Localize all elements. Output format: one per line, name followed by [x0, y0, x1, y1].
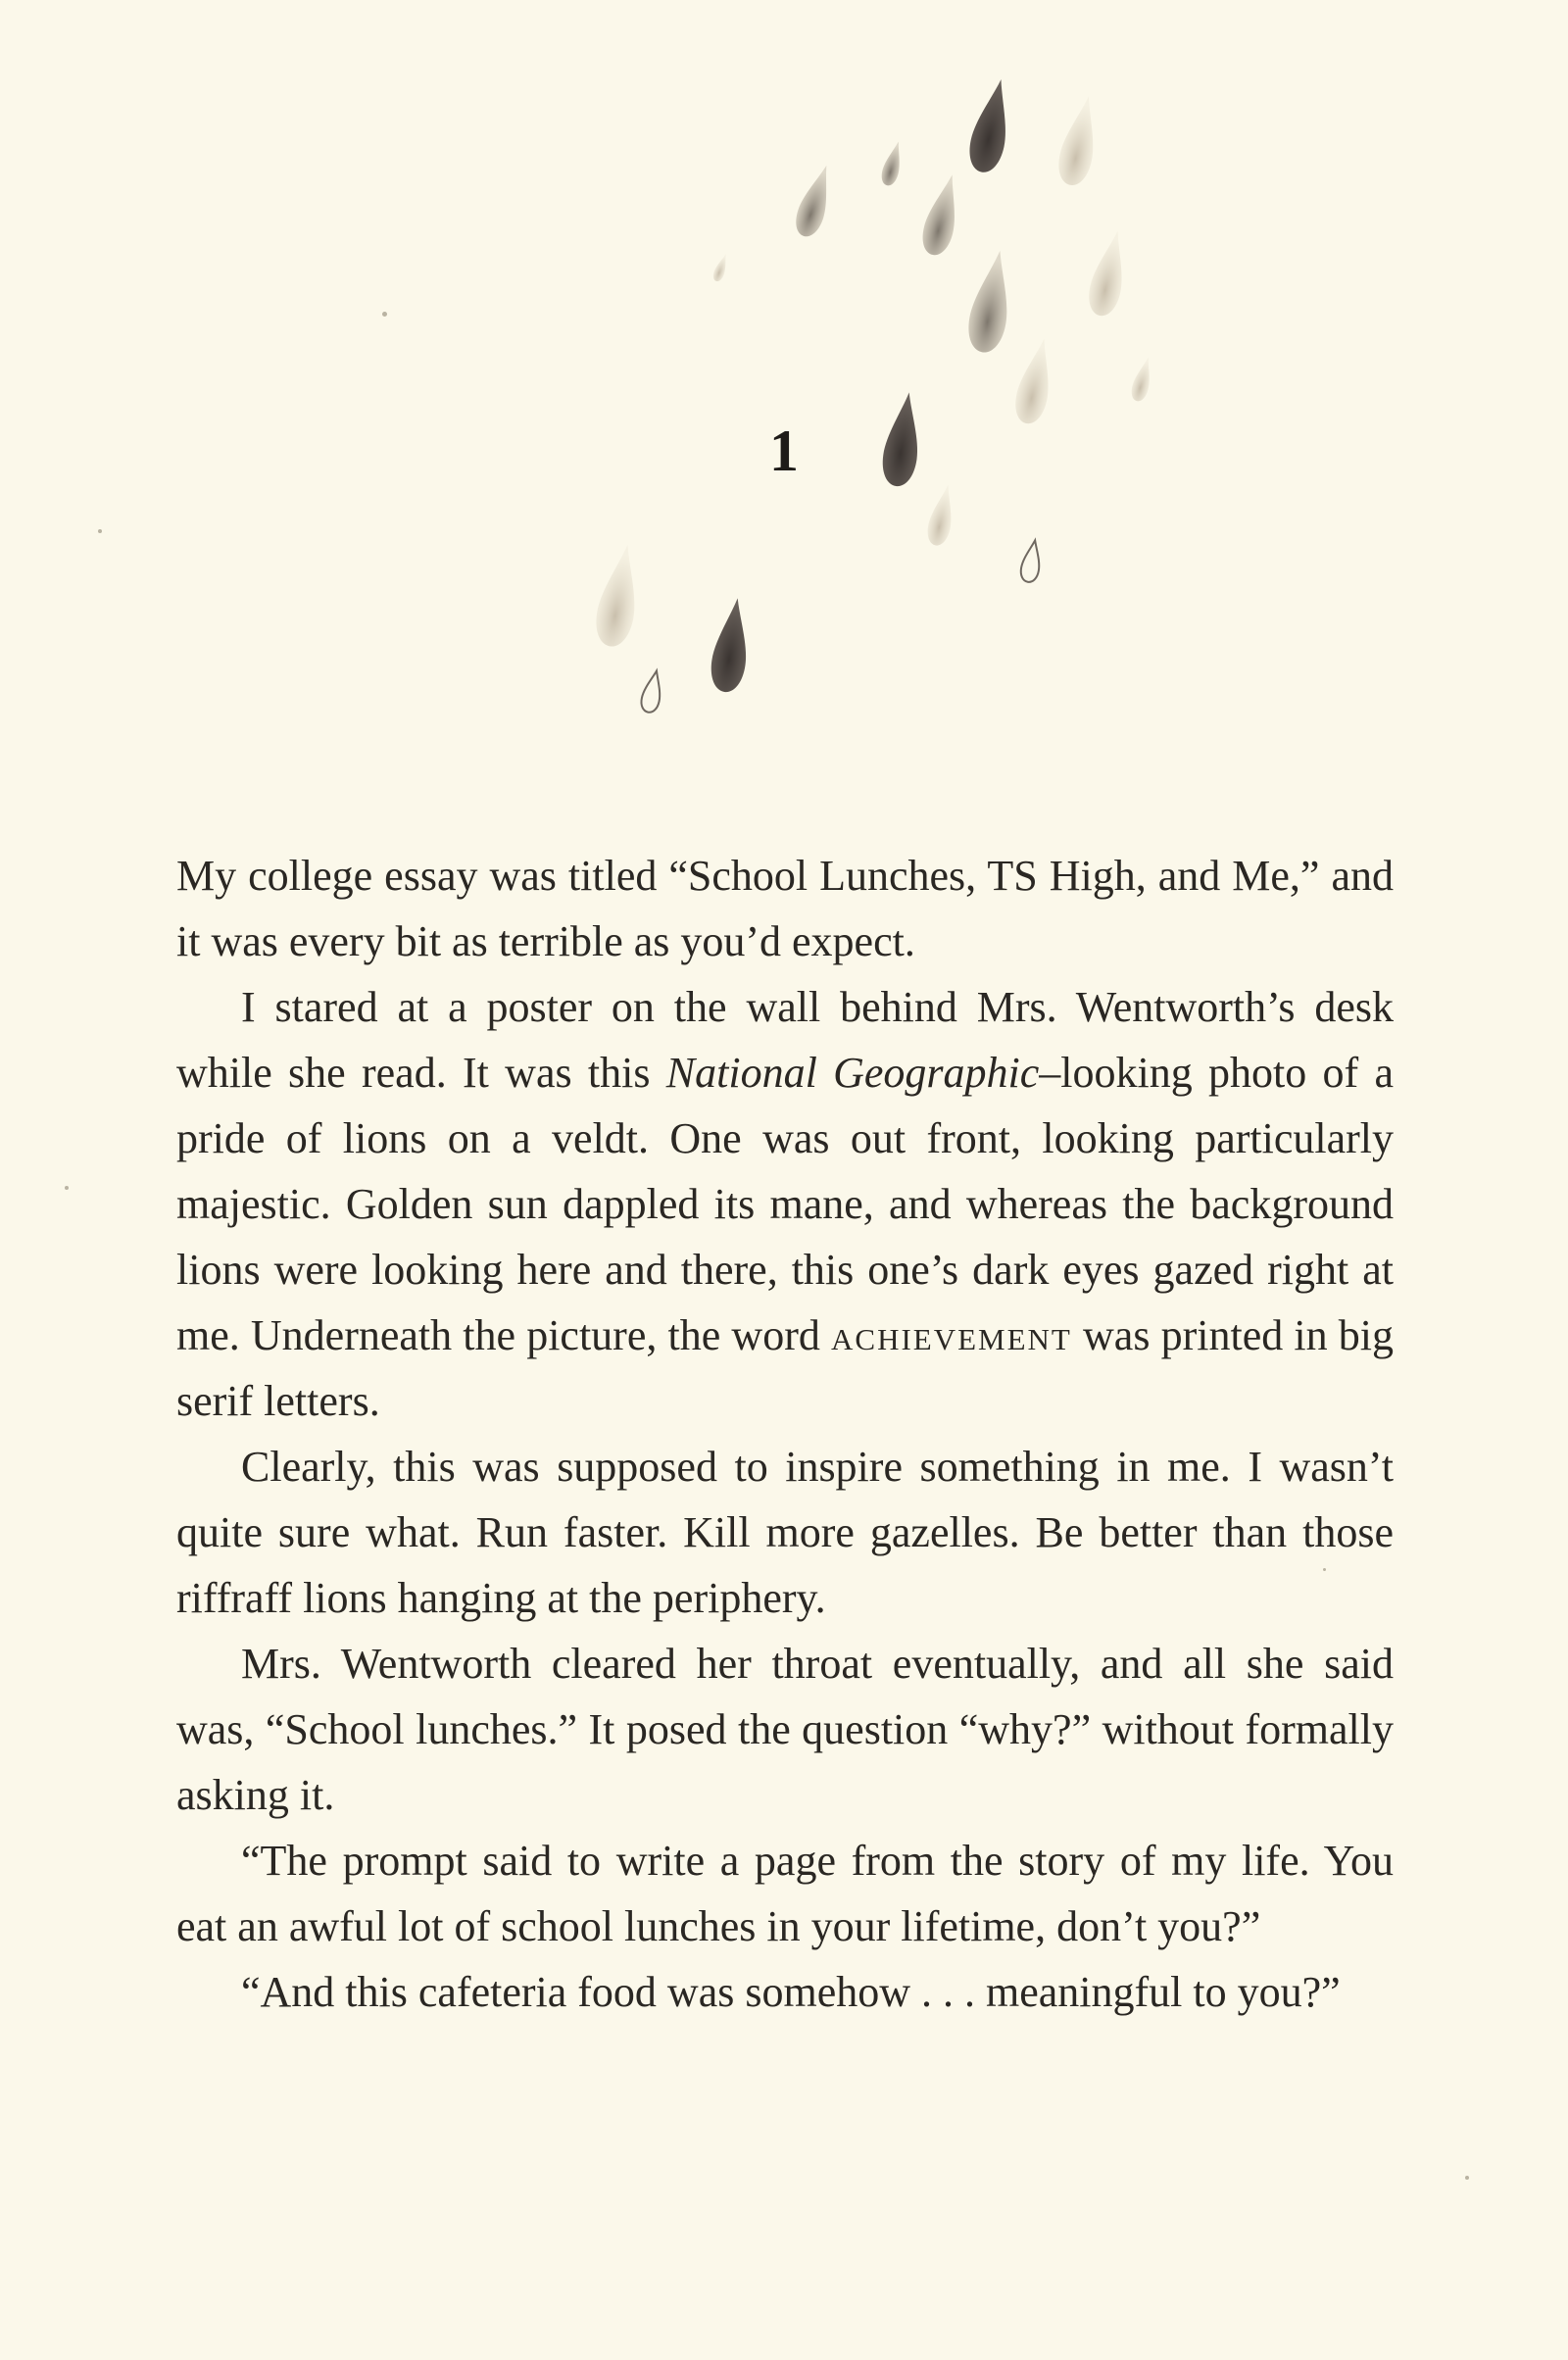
raindrop-shape [791, 162, 839, 240]
paragraph [176, 843, 1394, 974]
paragraph [176, 974, 1394, 1434]
paper-speck [98, 529, 102, 533]
raindrop-outline [1019, 539, 1044, 583]
raindrop-shape [1129, 355, 1156, 403]
paper-speck [1465, 2176, 1469, 2180]
raindrop-shape [964, 248, 1018, 356]
chapter-number: 1 [769, 418, 799, 483]
raindrop-outline [639, 669, 665, 714]
smallcaps-text: achievement [831, 1311, 1072, 1359]
raindrops-icon [0, 0, 1568, 784]
raindrop-shape [592, 542, 646, 650]
text-run: “And this cafeteria food was somehow . . . meaningful to you?” [241, 1968, 1341, 2016]
raindrop-shape [711, 252, 731, 282]
paragraph [176, 1631, 1394, 1828]
text-run: “The prompt said to write a page from the story of my life. You eat an awful lot of school lunches in your lifetime, don’t you?” [176, 1837, 1394, 1950]
paragraph [176, 1959, 1394, 2025]
text-run: –looking photo of a pride of lions on a veldt. One was out front, looking particularly majestic. Golden sun dappled its mane, and whereas the background lions were looking here and there, this one’s dark eyes gazed right at me. Underneath the picture, the word [176, 1049, 1395, 1359]
paper-speck [382, 312, 387, 317]
chapter-text [176, 843, 1394, 2025]
text-run: My college essay was titled “School Lunches, TS High, and Me,” and it was every bit as terrible as you’d expect. [176, 852, 1394, 965]
text-run: was printed in big serif letters. [176, 1311, 1394, 1425]
raindrop-shape [1085, 227, 1133, 319]
raindrop-shape [708, 596, 755, 694]
paper-speck [1323, 1568, 1326, 1571]
text-run: Clearly, this was supposed to inspire something in me. I wasn’t quite sure what. Run faster. Kill more gazelles. Be better than those riffraff lions hanging at the periphery. [176, 1443, 1394, 1622]
raindrop-shape [879, 390, 926, 488]
paragraph [176, 1434, 1394, 1631]
text-run: I stared at a poster on the wall behind Mrs. Wentworth’s desk while she read. It was this [176, 983, 1394, 1097]
text-run: Mrs. Wentworth cleared her throat eventually, and all she said was, “School lunches.” It posed the question “why?” without formally asking it. [176, 1640, 1394, 1819]
raindrop-shape [1054, 93, 1104, 188]
paper-speck [65, 1186, 69, 1190]
raindrop-shape [1011, 335, 1059, 426]
raindrop-shape [965, 75, 1018, 175]
italic-text: National Geographic [665, 1049, 1040, 1097]
paragraph [176, 1828, 1394, 1959]
raindrop-shape [918, 172, 966, 259]
raindrop-shape [879, 139, 906, 187]
raindrop-shape [924, 482, 958, 547]
